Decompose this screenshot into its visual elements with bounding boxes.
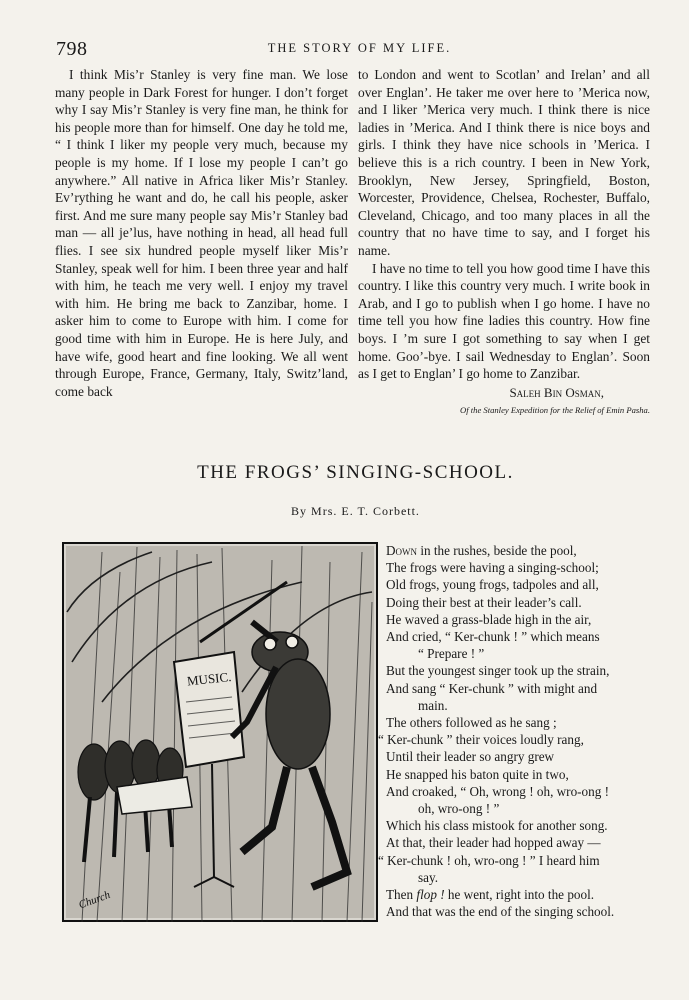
poem-first-word: Down — [386, 543, 418, 558]
poem-line: “ Ker-chunk ” their voices loudly rang, — [378, 732, 584, 748]
poem-line: The frogs were having a singing-school; — [386, 560, 599, 576]
poem-line: Which his class mistook for another song. — [386, 818, 608, 834]
poem-line: Until their leader so angry grew — [386, 749, 555, 765]
poem-line: Doing their best at their leader’s call. — [386, 594, 582, 610]
poem-title: THE FROGS’ SINGING-SCHOOL. — [197, 462, 514, 483]
poem-line: And croaked, “ Oh, wrong ! oh, wro-ong ! — [386, 783, 610, 799]
article-right-column — [358, 66, 650, 420]
poem-line: And cried, “ Ker-chunk ! ” which means — [386, 629, 600, 645]
poem-byline: By Mrs. E. T. Corbett. — [291, 504, 420, 518]
poem-line: At that, their leader had hopped away — — [386, 835, 601, 851]
article-left-column — [55, 66, 348, 400]
poem-line: And sang “ Ker-chunk ” with might and — [386, 680, 598, 696]
poem-line: And that was the end of the singing school. — [386, 904, 615, 920]
article-paragraph: I have no time to tell you how good time I have this country. I like this country very much. I write book in Arab, and I go to publish when I go home. I have no time tell you how fine ladies this country. How fine boys. I ’m sure I got something to say when I get home. Goo’-bye. I sail Wednesday to Englan’. Soon as I get to Englan’ I go home to Zanzibar. — [358, 260, 650, 382]
article-paragraph: to London and went to Scotlan’ and Irelan’ and all over Englan’. He taker me over here to ’Merica now, and I liker ’Merica very much. I think there is nice ladies in ’Merica. And I think there is nice boys and girls. I think they have nice schools in ’Merica. I believe this is a rich country. I been in New York, Brooklyn, New Jersey, Springfield, Boston, Worcester, Providence, Chelsea, Rochester, Buffalo, Cleveland, Chicago, and too many places in all the country that no have time to say, and I forget his name. — [358, 67, 650, 258]
poem-line: oh, wro-ong ! ” — [418, 801, 500, 817]
poem-emphasis: flop ! — [416, 887, 445, 903]
poem-line: say. — [418, 869, 439, 885]
poem-line: But the youngest singer took up the strain, — [386, 663, 610, 679]
poem-line: “ Prepare ! ” — [418, 646, 485, 662]
artist-signature: Church — [77, 888, 112, 912]
running-title: THE STORY OF MY LIFE. — [267, 41, 452, 55]
poem-line: Then flop ! he went, right into the pool. — [386, 887, 595, 903]
music-sign-label: MUSIC. — [186, 668, 233, 689]
poem-line: “ Ker-chunk ! oh, wro-ong ! ” I heard him — [378, 852, 600, 868]
poem-line: The others followed as he sang ; — [386, 715, 557, 731]
page-number: 798 — [56, 38, 88, 60]
poem-line: Down in the rushes, beside the pool, — [386, 543, 577, 558]
poem-line: He snapped his baton quite in two, — [386, 766, 569, 782]
poem-line: main. — [418, 697, 448, 713]
author-affiliation: Of the Stanley Expedition for the Relief of Emin Pasha. — [460, 405, 650, 416]
frog-illustration — [62, 542, 378, 922]
poem-body — [378, 542, 656, 920]
article-paragraph: I think Mis’r Stanley is very fine man. We lose many people in Dark Forest for hunger. I don’t forget why I say Mis’r Stanley is very fine man, he think for his people more than for himself. One day he told me, “ I think I liker my people very much, because my people is my home. If I lose my people I can’t go anywhere.” All native in Africa liker Mis’r Stanley. Ev’rything he want and do, he call his people, asker first. And me sure many people say Mis’r Stanley bad man — all je’lus, have nothing in head, all head full flies. I see six hundred people myself liker Mis’r Stanley, speak well for him. I been three year and half with him, he teach me very well. I enjoy my travel with him. He bring me back to Zanzibar, home. I asker him to come to Europe with him. I come for good time with him in Europe. He is here July, and have wife, good heart and fine looking. We all went through Europe, France, Germany, Italy, Switz’land, come back — [55, 67, 348, 399]
poem-line: Old frogs, young frogs, tadpoles and all, — [386, 577, 599, 593]
poem-line: He waved a grass-blade high in the air, — [386, 611, 592, 627]
author-signature: Saleh Bin Osman, — [509, 384, 604, 400]
